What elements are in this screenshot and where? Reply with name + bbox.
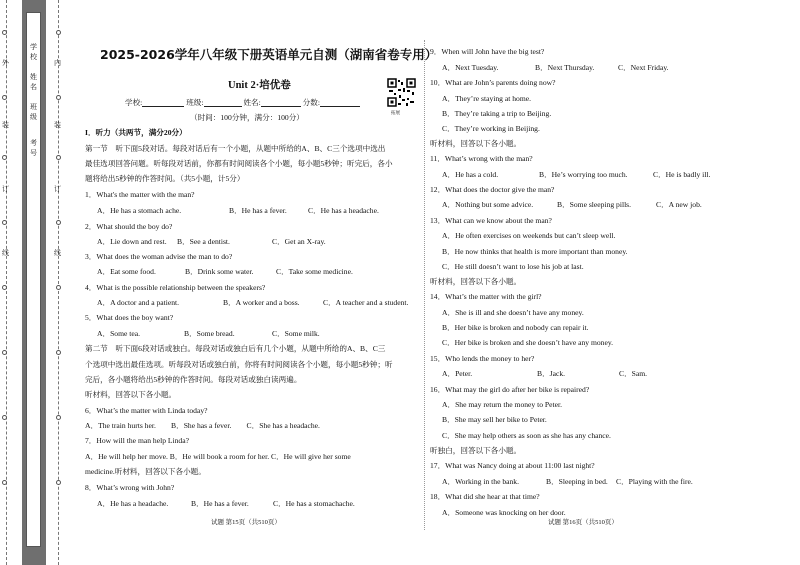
question: 14．What’s the matter with the girl? [430, 292, 542, 301]
option: C．He still doesn’t want to lose his job at last. [442, 262, 584, 271]
question: 5．What does the boy want? [85, 313, 174, 322]
question: 1．What's the matter with the man? [85, 190, 195, 199]
option: B．Drink some water. [185, 267, 254, 276]
question: 10．What are John’s parents doing now? [430, 78, 556, 87]
option: C．She may help others as soon as she has any chance. [442, 431, 611, 440]
instruction-line: 听材料，回答以下各小题。 [430, 139, 522, 148]
option: C．Some milk. [272, 329, 320, 338]
option: B．Sleeping in bed. [546, 477, 608, 486]
question: 7．How will the man help Linda? [85, 436, 189, 445]
option: B．She may sell her bike to Peter. [442, 415, 547, 424]
option: A．Working in the bank. [442, 477, 520, 486]
question: 13．What can we know about the man? [430, 216, 552, 225]
strip-class-label: 班级 [30, 103, 37, 121]
name-blank[interactable] [261, 99, 301, 107]
exam-title: 2025-2026学年八年级下册英语单元自测（湖南省卷专用） [100, 47, 438, 62]
option: C．Her bike is broken and she doesn’t have any money. [442, 338, 614, 347]
fold-char: 订 [2, 185, 9, 193]
option: A．He often exercises on weekends but can’t sleep well. [442, 231, 616, 240]
class-label: 班级: [186, 98, 204, 107]
option: C．He has a stomachache. [273, 499, 355, 508]
question: 17．What was Nancy doing at about 11:00 last night? [430, 461, 595, 470]
qr-caption: 拓展 [391, 110, 400, 115]
option: A．Peter. [442, 369, 473, 378]
school-label: 学校: [125, 98, 143, 107]
fold-char: 线 [2, 249, 9, 257]
option: C．A new job. [656, 200, 702, 209]
option: B．Some bread. [184, 329, 235, 338]
option: B．They’re taking a trip to Beijing. [442, 109, 552, 118]
score-blank[interactable] [320, 99, 360, 107]
question: 6．What’s the matter with Linda today? [85, 406, 208, 415]
option: C．Playing with the fire. [616, 477, 693, 486]
option: A．She may return the money to Peter. [442, 400, 562, 409]
student-info-row [125, 98, 360, 107]
option: C．He has a headache. [308, 206, 379, 215]
page-footer: 试题 第16页（共510页） [548, 519, 618, 526]
class-blank[interactable] [204, 99, 242, 107]
option-row: A．He will help her move. B．He will book a room for her. C．He will give her some [85, 452, 351, 461]
option: A．He has a stomach ache. [97, 206, 182, 215]
option: B．A worker and a boss. [223, 298, 300, 307]
question: 15．Who lends the money to her? [430, 354, 535, 363]
strip-name-label: 姓名 [30, 73, 37, 91]
option: A．He has a cold. [442, 170, 499, 179]
option: A．Lie down and rest. [97, 237, 167, 246]
instruction-line: 第二节 听下面6段对话或独白。每段对话或独白后有几个小题，从题中所给的A、B、C三 [85, 344, 386, 353]
score-label: 分数: [302, 98, 320, 107]
option: A．Eat some food. [97, 267, 156, 276]
option-row: medicine.听材料，回答以下各小题。 [85, 467, 206, 476]
option: C．They’re working in Beijing. [442, 124, 540, 133]
option: B．He has a fever. [191, 499, 249, 508]
fold-char: 线 [54, 249, 61, 257]
option: C．Next Friday. [618, 63, 669, 72]
instruction-line: 最佳选项回答问题。听每段对话前，你都有时间阅读各个小题，每小题5秒钟；听完后，各小 [85, 159, 393, 168]
instruction-line: 个选项中选出最佳选项。听每段对话或独白前，你将有时间阅读各个小题，每小题5秒钟；听 [85, 360, 393, 369]
instruction-line: 听独白，回答以下各小题。 [430, 446, 522, 455]
unit-title: Unit 2·培优卷 [228, 80, 291, 91]
option: B．Some sleeping pills. [557, 200, 632, 209]
question: 9．When will John have the big test? [430, 47, 545, 56]
fold-char: 装 [2, 121, 9, 129]
option: A．Someone was knocking on her door. [442, 508, 566, 517]
name-label: 姓名: [243, 98, 261, 107]
question: 4．What is the possible relationship between the speakers? [85, 283, 266, 292]
column-divider [424, 40, 425, 530]
option: A．They’re staying at home. [442, 94, 531, 103]
fold-char: 外 [2, 59, 9, 67]
option: C．Sam. [619, 369, 648, 378]
school-blank[interactable] [142, 99, 184, 107]
qr-code-icon [387, 78, 416, 107]
option: A．He has a headache. [97, 499, 169, 508]
instruction-line: 第一节 听下面5段对话。每段对话后有一个小题，从题中所给的A、B、C三个选项中选出 [85, 144, 386, 153]
strip-id-label: 考号 [30, 139, 37, 157]
student-info-strip [26, 12, 41, 547]
instruction-line: 完后，各小题将给出5秒钟的作答时间。每段对话或独白读两遍。 [85, 375, 302, 384]
page-footer: 试题 第15页（共510页） [211, 519, 281, 526]
instruction-line: 听材料，回答以下各小题。 [430, 277, 522, 286]
option: A．Next Tuesday. [442, 63, 499, 72]
question: 12．What does the doctor give the man? [430, 185, 555, 194]
question: 11．What’s wrong with the man? [430, 154, 533, 163]
option: B．He now thinks that health is more important than money. [442, 247, 628, 256]
option: C．Take some medicine. [276, 267, 353, 276]
option: B．Next Thursday. [535, 63, 595, 72]
option: A．She is ill and she doesn’t have any money. [442, 308, 584, 317]
time-note: （时间：100分钟，满分：100分） [190, 113, 304, 122]
option: B．Jack. [537, 369, 566, 378]
question: 8．What’s wrong with John? [85, 483, 175, 492]
option: C．A teacher and a student. [323, 298, 409, 307]
instruction-line: 题将给出5秒钟的作答时间。（共5小题，计5分） [85, 174, 245, 183]
question: 18．What did she hear at that time? [430, 492, 540, 501]
binding-margin [0, 0, 72, 565]
option: B．He’s worrying too much. [539, 170, 628, 179]
option: B．See a dentist. [177, 237, 230, 246]
option: B．He has a fever. [229, 206, 287, 215]
option: A．Some tea. [97, 329, 141, 338]
option: C．He is badly ill. [653, 170, 711, 179]
strip-school-label: 学校 [30, 43, 37, 61]
question: 2．What should the boy do? [85, 222, 173, 231]
option-row: A．The train hurts her. B．She has a fever. C．She has a headache. [85, 421, 320, 430]
option: C．Get an X-ray. [272, 237, 326, 246]
section-heading: I．听力（共两节，满分20分） [85, 128, 187, 137]
fold-char: 内 [54, 59, 61, 67]
question: 3．What does the woman advise the man to do? [85, 252, 233, 261]
fold-char: 装 [54, 121, 61, 129]
option: A．Nothing but some advice. [442, 200, 534, 209]
option: B．Her bike is broken and nobody can repair it. [442, 323, 589, 332]
instruction-line: 听材料，回答以下各小题。 [85, 390, 177, 399]
option: A．A doctor and a patient. [97, 298, 180, 307]
fold-char: 订 [54, 185, 61, 193]
question: 16．What may the girl do after her bike is repaired? [430, 385, 590, 394]
